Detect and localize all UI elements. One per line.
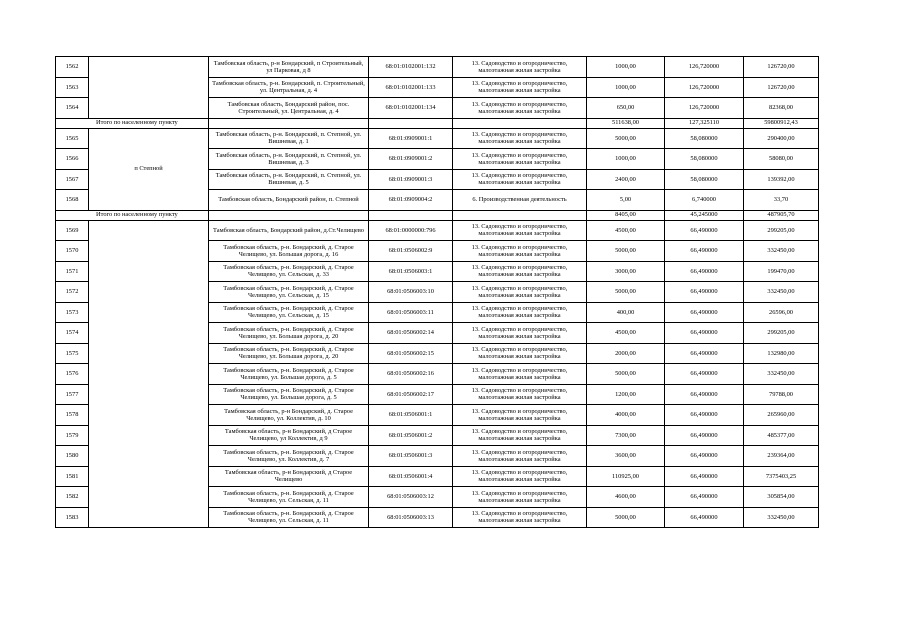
row-number: 1565 [56, 128, 89, 149]
cadastral-number-cell: 68:01:0506001:1 [369, 405, 453, 426]
cadastral-number-cell: 68:01:0506002:15 [369, 343, 453, 364]
area-cell: 5000,00 [587, 364, 665, 385]
total-empty-use [453, 118, 587, 128]
cadastral-value-cell: 299205,00 [744, 220, 819, 241]
land-use-cell: 13. Садоводство и огородничество, малоэтажная жилая застройка [453, 149, 587, 170]
cadastral-value-cell: 58080,00 [744, 149, 819, 170]
address-cell: Тамбовская область, р-н. Бондарский, д. Старое Челищево, ул. Сельская, д. 33 [209, 261, 369, 282]
address-cell: Тамбовская область, р-н. Бондарский, д. Старое Челищево, ул. Большая дорога, д. 5 [209, 384, 369, 405]
total-area: 8405,00 [587, 210, 665, 220]
rate-cell: 66,490000 [665, 446, 744, 467]
land-use-cell: 13. Садоводство и огородничество, малоэтажная жилая застройка [453, 446, 587, 467]
rate-cell: 66,490000 [665, 282, 744, 303]
cadastral-value-cell: 485377,00 [744, 425, 819, 446]
total-empty-cadastral [369, 210, 453, 220]
land-use-cell: 13. Садоводство и огородничество, малоэтажная жилая застройка [453, 57, 587, 78]
row-number: 1580 [56, 446, 89, 467]
rate-cell: 66,490000 [665, 261, 744, 282]
total-cost: 59800912,43 [744, 118, 819, 128]
rate-cell: 66,490000 [665, 384, 744, 405]
cadastral-value-cell: 239364,00 [744, 446, 819, 467]
area-cell: 2000,00 [587, 343, 665, 364]
cadastral-number-cell: 68:01:0506003:10 [369, 282, 453, 303]
total-label: Итого по населенному пункту [56, 210, 209, 220]
locality-total-row [56, 210, 819, 220]
cadastral-number-cell: 68:01:0102001:134 [369, 98, 453, 119]
cadastral-number-cell: 68:01:0000000:796 [369, 220, 453, 241]
area-cell: 4500,00 [587, 323, 665, 344]
total-area: 511638,00 [587, 118, 665, 128]
row-number: 1579 [56, 425, 89, 446]
rate-cell: 66,490000 [665, 405, 744, 426]
cadastral-number-cell: 68:01:0506001:2 [369, 425, 453, 446]
land-use-cell: 13. Садоводство и огородничество, малоэтажная жилая застройка [453, 425, 587, 446]
rate-cell: 66,490000 [665, 220, 744, 241]
cadastral-value-cell: 332450,00 [744, 507, 819, 528]
locality-cell [89, 220, 209, 528]
address-cell: Тамбовская область, р-н. Бондарский, д. Старое Челищево, ул. Сельская, д. 15 [209, 282, 369, 303]
address-cell: Тамбовская область, р-н. Бондарский, д. Старое Челищево, ул. Большая дорога, д. 5 [209, 364, 369, 385]
address-cell: Тамбовская область, р-н Бондарский, д Старое Челищево [209, 466, 369, 487]
land-use-cell: 13. Садоводство и огородничество, малоэтажная жилая застройка [453, 507, 587, 528]
cadastral-value-cell: 305854,00 [744, 487, 819, 508]
total-rate: 127,325110 [665, 118, 744, 128]
cadastral-number-cell: 68:01:0506002:9 [369, 241, 453, 262]
rate-cell: 66,490000 [665, 323, 744, 344]
cadastral-value-cell: 265960,00 [744, 405, 819, 426]
area-cell: 4000,00 [587, 405, 665, 426]
cadastral-value-cell: 199470,00 [744, 261, 819, 282]
area-cell: 3600,00 [587, 446, 665, 467]
total-empty-use [453, 210, 587, 220]
rate-cell: 126,720000 [665, 57, 744, 78]
cadastral-number-cell: 68:01:0506003:13 [369, 507, 453, 528]
cadastral-value-cell: 332450,00 [744, 282, 819, 303]
cadastral-value-cell: 332450,00 [744, 241, 819, 262]
area-cell: 5000,00 [587, 128, 665, 149]
land-use-cell: 13. Садоводство и огородничество, малоэтажная жилая застройка [453, 98, 587, 119]
total-empty-address [209, 210, 369, 220]
rate-cell: 66,490000 [665, 507, 744, 528]
area-cell: 1000,00 [587, 149, 665, 170]
land-use-cell: 13. Садоводство и огородничество, малоэтажная жилая застройка [453, 405, 587, 426]
land-use-cell: 13. Садоводство и огородничество, малоэтажная жилая застройка [453, 128, 587, 149]
area-cell: 4500,00 [587, 220, 665, 241]
land-use-cell: 13. Садоводство и огородничество, малоэтажная жилая застройка [453, 364, 587, 385]
area-cell: 650,00 [587, 98, 665, 119]
land-use-cell: 6. Производственная деятельность [453, 190, 587, 211]
address-cell: Тамбовская область, Бондарский район, пос. Строительный, ул. Центральная, д. 4 [209, 98, 369, 119]
cadastral-number-cell: 68:01:0909001:3 [369, 169, 453, 190]
address-cell: Тамбовская область, р-н. Бондарский, п. Степной, ул. Вишневая, д. 5 [209, 169, 369, 190]
address-cell: Тамбовская область, р-н Бондарский, д. Старое Челищево, ул. Коллектив, д. 10 [209, 405, 369, 426]
cadastral-number-cell: 68:01:0506002:16 [369, 364, 453, 385]
cadastral-value-cell: 332450,00 [744, 364, 819, 385]
area-cell: 5000,00 [587, 507, 665, 528]
area-cell: 400,00 [587, 302, 665, 323]
area-cell: 3000,00 [587, 261, 665, 282]
rate-cell: 66,490000 [665, 425, 744, 446]
address-cell: Тамбовская область, р-н. Бондарский, п. Строительный, ул. Центральная, д. 4 [209, 77, 369, 98]
rate-cell: 66,490000 [665, 343, 744, 364]
address-cell: Тамбовская область, Бондарский район, п. Степной [209, 190, 369, 211]
rate-cell: 66,490000 [665, 364, 744, 385]
area-cell: 2400,00 [587, 169, 665, 190]
rate-cell: 126,720000 [665, 77, 744, 98]
rate-cell: 66,490000 [665, 487, 744, 508]
address-cell: Тамбовская область, р-н. Бондарский, п. Степной, ул. Вишневая, д. 1 [209, 128, 369, 149]
cadastral-number-cell: 68:01:0506003:11 [369, 302, 453, 323]
cadastral-value-cell: 126720,00 [744, 77, 819, 98]
area-cell: 110925,00 [587, 466, 665, 487]
rate-cell: 58,080000 [665, 128, 744, 149]
rate-cell: 66,490000 [665, 241, 744, 262]
land-use-cell: 13. Садоводство и огородничество, малоэтажная жилая застройка [453, 384, 587, 405]
cadastral-value-cell: 26596,00 [744, 302, 819, 323]
land-valuation-table [55, 56, 819, 528]
land-use-cell: 13. Садоводство и огородничество, малоэтажная жилая застройка [453, 487, 587, 508]
cadastral-value-cell: 132980,00 [744, 343, 819, 364]
cadastral-value-cell: 126720,00 [744, 57, 819, 78]
table-row [56, 57, 819, 78]
row-number: 1568 [56, 190, 89, 211]
land-use-cell: 13. Садоводство и огородничество, малоэтажная жилая застройка [453, 466, 587, 487]
row-number: 1573 [56, 302, 89, 323]
cadastral-number-cell: 68:01:0909004:2 [369, 190, 453, 211]
cadastral-number-cell: 68:01:0506002:14 [369, 323, 453, 344]
row-number: 1569 [56, 220, 89, 241]
locality-cell [89, 57, 209, 119]
row-number: 1563 [56, 77, 89, 98]
row-number: 1562 [56, 57, 89, 78]
row-number: 1581 [56, 466, 89, 487]
cadastral-value-cell: 79788,00 [744, 384, 819, 405]
row-number: 1577 [56, 384, 89, 405]
land-use-cell: 13. Садоводство и огородничество, малоэтажная жилая застройка [453, 261, 587, 282]
total-empty-cadastral [369, 118, 453, 128]
area-cell: 7300,00 [587, 425, 665, 446]
address-cell: Тамбовская область, р-н. Бондарский, д. Старое Челищево, ул. Большая дорога, д. 20 [209, 343, 369, 364]
row-number: 1578 [56, 405, 89, 426]
total-label: Итого по населенному пункту [56, 118, 209, 128]
cadastral-number-cell: 68:01:0506001:4 [369, 466, 453, 487]
land-use-cell: 13. Садоводство и огородничество, малоэтажная жилая застройка [453, 302, 587, 323]
row-number: 1567 [56, 169, 89, 190]
area-cell: 1000,00 [587, 57, 665, 78]
rate-cell: 66,490000 [665, 302, 744, 323]
land-use-cell: 13. Садоводство и огородничество, малоэтажная жилая застройка [453, 343, 587, 364]
area-cell: 5000,00 [587, 282, 665, 303]
row-number: 1570 [56, 241, 89, 262]
address-cell: Тамбовская область, р-н. Бондарский, д. Старое Челищево, ул. Большая дорога, д. 20 [209, 323, 369, 344]
row-number: 1566 [56, 149, 89, 170]
row-number: 1572 [56, 282, 89, 303]
row-number: 1564 [56, 98, 89, 119]
rate-cell: 6,740000 [665, 190, 744, 211]
rate-cell: 58,080000 [665, 169, 744, 190]
cadastral-value-cell: 139392,00 [744, 169, 819, 190]
address-cell: Тамбовская область, р-н Бондарский, д Старое Челищево, ул Коллектив, д 9 [209, 425, 369, 446]
cadastral-value-cell: 82368,00 [744, 98, 819, 119]
address-cell: Тамбовская область, р-н. Бондарский, д. Старое Челищево, ул. Большая дорога, д. 16 [209, 241, 369, 262]
row-number: 1575 [56, 343, 89, 364]
row-number: 1571 [56, 261, 89, 282]
row-number: 1582 [56, 487, 89, 508]
land-use-cell: 13. Садоводство и огородничество, малоэтажная жилая застройка [453, 241, 587, 262]
cadastral-number-cell: 68:01:0102001:133 [369, 77, 453, 98]
land-use-cell: 13. Садоводство и огородничество, малоэтажная жилая застройка [453, 169, 587, 190]
land-use-cell: 13. Садоводство и огородничество, малоэтажная жилая застройка [453, 77, 587, 98]
row-number: 1574 [56, 323, 89, 344]
area-cell: 1200,00 [587, 384, 665, 405]
cadastral-value-cell: 7375403,25 [744, 466, 819, 487]
rate-cell: 66,490000 [665, 466, 744, 487]
total-empty-address [209, 118, 369, 128]
area-cell: 5,00 [587, 190, 665, 211]
area-cell: 5000,00 [587, 241, 665, 262]
land-use-cell: 13. Садоводство и огородничество, малоэтажная жилая застройка [453, 323, 587, 344]
address-cell: Тамбовская область, р-н. Бондарский, д. Старое Челищево, ул. Сельская, д. 11 [209, 507, 369, 528]
area-cell: 4600,00 [587, 487, 665, 508]
address-cell: Тамбовская область, р-н. Бондарский, п. Степной, ул. Вишневая, д. 3 [209, 149, 369, 170]
cadastral-number-cell: 68:01:0506003:1 [369, 261, 453, 282]
address-cell: Тамбовская область, р-н. Бондарский, д. Старое Челищево, ул. Сельская, д. 15 [209, 302, 369, 323]
locality-total-row [56, 118, 819, 128]
address-cell: Тамбовская область, р-н Бондарский, п Строительный, ул Парковая, д 8 [209, 57, 369, 78]
address-cell: Тамбовская область, Бондарский район, д.Ст.Челищево [209, 220, 369, 241]
cadastral-number-cell: 68:01:0506003:12 [369, 487, 453, 508]
land-use-cell: 13. Садоводство и огородничество, малоэтажная жилая застройка [453, 282, 587, 303]
locality-cell: п Степной [89, 128, 209, 210]
cadastral-number-cell: 68:01:0506002:17 [369, 384, 453, 405]
rate-cell: 58,080000 [665, 149, 744, 170]
rate-cell: 126,720000 [665, 98, 744, 119]
table-row [56, 220, 819, 241]
total-rate: 45,245000 [665, 210, 744, 220]
cadastral-number-cell: 68:01:0909001:2 [369, 149, 453, 170]
land-use-cell: 13. Садоводство и огородничество, малоэтажная жилая застройка [453, 220, 587, 241]
row-number: 1583 [56, 507, 89, 528]
cadastral-number-cell: 68:01:0909001:1 [369, 128, 453, 149]
cadastral-number-cell: 68:01:0102001:132 [369, 57, 453, 78]
row-number: 1576 [56, 364, 89, 385]
table-row [56, 128, 819, 149]
cadastral-value-cell: 33,70 [744, 190, 819, 211]
address-cell: Тамбовская область, р-н. Бондарский, д. Старое Челищево, ул. Сельская, д. 11 [209, 487, 369, 508]
total-cost: 487905,70 [744, 210, 819, 220]
address-cell: Тамбовская область, р-н. Бондарский, д. Старое Челищево, ул. Коллектив, д. 7 [209, 446, 369, 467]
area-cell: 1000,00 [587, 77, 665, 98]
cadastral-value-cell: 299205,00 [744, 323, 819, 344]
cadastral-number-cell: 68:01:0506001:3 [369, 446, 453, 467]
cadastral-value-cell: 290400,00 [744, 128, 819, 149]
